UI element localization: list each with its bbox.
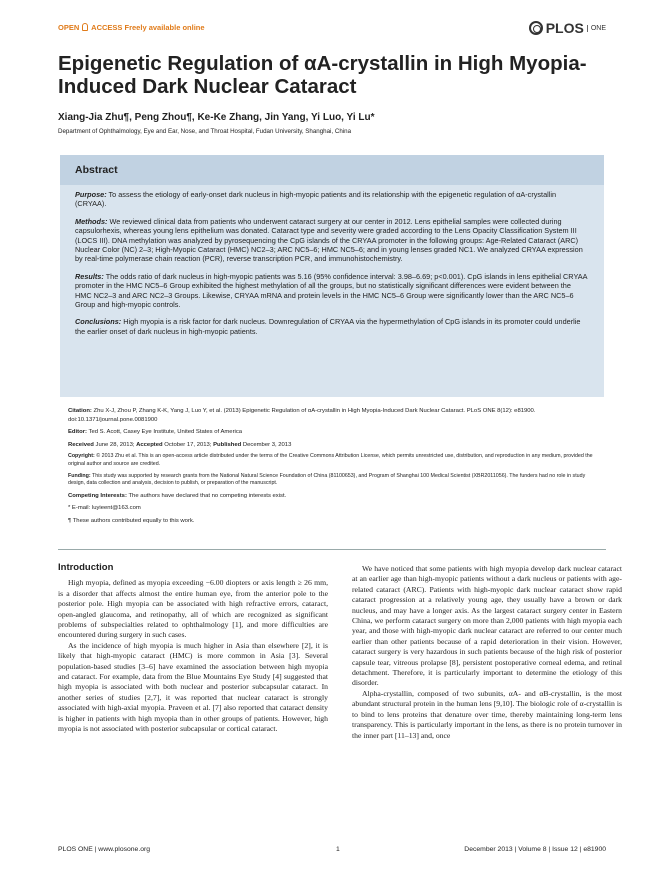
open-lock-icon [82, 23, 88, 31]
body-column-left [58, 563, 328, 735]
copyright: Copyright: © 2013 Zhu et al. This is an open-access article distributed under the terms of the Creative Commons Attribution License, which permits unrestricted use, distribution, and reproduction in any medium, provided the original author and source are credited. [68, 453, 593, 467]
abstract-methods: Methods: We reviewed clinical data from patients who underwent cataract surgery at our center in 2012. Lens epithelial samples were collected during capsulorhexis, whereas young lens epithelium was donated. Cataract type and severity were graded according to the Lens Opacity Classification System III (LOCS III). DNA methylation was analyzed by pyrosequencing the CpG islands of the CRYAA promoter in the following groups: Age-Related Cataract (ARC) Nuclear Color (NC) 2–3; High-Myopic Cataract (HMC) NC2–3; ARC NC5–6; HMC NC5–6; and in young lenses graded NC1. We analyzed CRYAA expression by real-time polymerase chain reaction (PCR), reverse transcription PCR, and immunohistochemistry. [75, 216, 583, 264]
journal-header [58, 20, 606, 42]
page-number: 1 [336, 846, 340, 853]
body-column-right [352, 564, 622, 741]
abstract-conclusions: Conclusions: High myopia is a risk factor for dark nucleus. Downregulation of CRYAA via the hypermethylation of CpG islands in its promoter could underlie the earlier onset of dark nucleus in high-myopic patients. [75, 317, 581, 336]
equal-contribution: ¶ These authors contributed equally to this work. [68, 517, 195, 524]
body-paragraph: Alpha-crystallin, composed of two subunits, αA- and αB-crystallin, is the most abundant structural protein in the human lens [9,10]. The biologic role of α-crystallin is to bind to lens proteins that denature over time, thereby maintaining long-term lens transparency. This is particularly important in the lens, as there is no protein turnover in the inner part [11–13] and, once [352, 688, 622, 740]
abstract-box [60, 155, 604, 397]
footer-journal: PLOS ONE | www.plosone.org [58, 846, 151, 853]
section-divider [58, 549, 606, 550]
open-access-text: ACCESS Freely available online [91, 23, 205, 32]
citation: Citation: Zhu X-J, Zhou P, Zhang K-K, Yang J, Luo Y, et al. (2013) Epigenetic Regulation of αA-crystallin in High Myopia-Induced Dark Nuclear Cataract. PLoS ONE 8(12): e81900. doi:10.1371/journal.pone.0081900 [68, 408, 536, 423]
open-access-label: OPEN [58, 23, 80, 32]
abstract-body [60, 185, 604, 336]
funding: Funding: This study was supported by research grants from the National Natural Science Foundation of China (81100653), and Program of Shanghai 100 Medical Scientist (XBR2011056). The funders had no role in study design, data collection and analysis, decision to publish, or preparation of the manuscript. [68, 472, 586, 487]
plos-logo [529, 20, 606, 36]
abstract-purpose: Purpose: To assess the etiology of early-onset dark nucleus in high-myopic patients and its relationship with the epigenetic regulation of αA-crystallin (CRYAA). [75, 190, 557, 209]
author-list: Xiang-Jia Zhu¶, Peng Zhou¶, Ke-Ke Zhang, Jin Yang, Yi Luo, Yi Lu* [58, 112, 375, 123]
editor: Editor: Ted S. Acott, Casey Eye Institute, United States of America [68, 429, 243, 436]
article-title: Epigenetic Regulation of αA-crystallin in High Myopia-Induced Dark Nuclear Cataract [58, 52, 587, 98]
introduction-heading: Introduction [58, 562, 114, 573]
open-access-badge [58, 23, 205, 32]
plos-circle-icon [529, 21, 543, 35]
affiliation: Department of Ophthalmology, Eye and Ear, Nose, and Throat Hospital, Fudan University, Shanghai, China [58, 128, 352, 135]
corresponding-email: * E-mail: luyieent@163.com [68, 505, 141, 512]
body-paragraph: We have noticed that some patients with high myopia develop dark nuclear cataract at an earlier age than high-myopic patients without a dark nucleus or patients with age-related cataract (ARC). Patients with high-myopic dark nuclear cataract show rapid cataract progression at a relatively young age, they usually have a brown or dark nucleus, and may have a longer axis. As the largest cataract surgery center in Eastern China, we perform cataract surgery on more than 2,000 patients with high myopia each year, and those with high-myopic dark nuclear cataract are referred to our center much earlier than other patients because of a rapid deterioration in their vision. However, cataract surgery is very hazardous in such patients because of the high risk of posterior capsule tear, vitreous prolapse [8], persistent postoperative corneal edema, and retinal detachment. Therefore, it is particularly important to determine the etiology of this disorder. [352, 564, 622, 688]
article-metadata [68, 407, 596, 530]
dates: Received June 28, 2013; Accepted October 17, 2013; Published December 3, 2013 [68, 441, 292, 448]
abstract-heading: Abstract [60, 155, 604, 185]
abstract-results: Results: The odds ratio of dark nucleus in high-myopic patients was 5.16 (95% confidence interval: 3.98–6.69; p<0.001). CpG islands in lens epithelial CRYAA promoter in the HMC NC5–6 Group exhibited the highest methylation of all the groups, but no statistically significant differences were evident between the HMC NC2–3 and ARC NC2–3 Groups. Likewise, CRYAA mRNA and protein levels in the HMC NC5–6 Group were significantly lower than the ARC NC5–6 Group and high-myopic controls. [75, 271, 588, 310]
footer-issue: December 2013 | Volume 8 | Issue 12 | e81900 [464, 846, 606, 853]
body-paragraph: As the incidence of high myopia is much higher in Asia than elsewhere [2], it is likely that high-myopic cataract (HMC) is more common in Asia [3]. Several population-based studies [3–6] have examined the association between high myopia and cataract. For example, data from the Blue Mountains Eye Study [4] suggested that high myopia is associated with both nuclear and posterior subcapsular cataract. In another series of studies [2,7], it was reported that nuclear cataract is strongly associated with high-axial myopia. Praveen et al. [7] also reported that cataract density is higher in patients with high myopia than in other groups of patients. However, high myopia is not associated with posterior subcapsular or cortical cataract. [58, 640, 328, 734]
plos-one-label: ONE [587, 25, 606, 32]
plos-brand: PLOS [545, 20, 584, 36]
competing-interests: Competing Interests: The authors have declared that no competing interests exist. [68, 492, 287, 499]
body-paragraph: High myopia, defined as myopia exceeding −6.00 diopters or axis length ≥ 26 mm, is a disorder that affects almost the entire human eye, from the anterior pole to the posterior pole. High myopia can be associated with high refractive errors, cataract, open-angled glaucoma, and retinopathy, all of which are recognized as significant problems of subspecialties related to ophthalmology [1], and more difficulties are encountered during surgery in such cases. [58, 578, 328, 640]
